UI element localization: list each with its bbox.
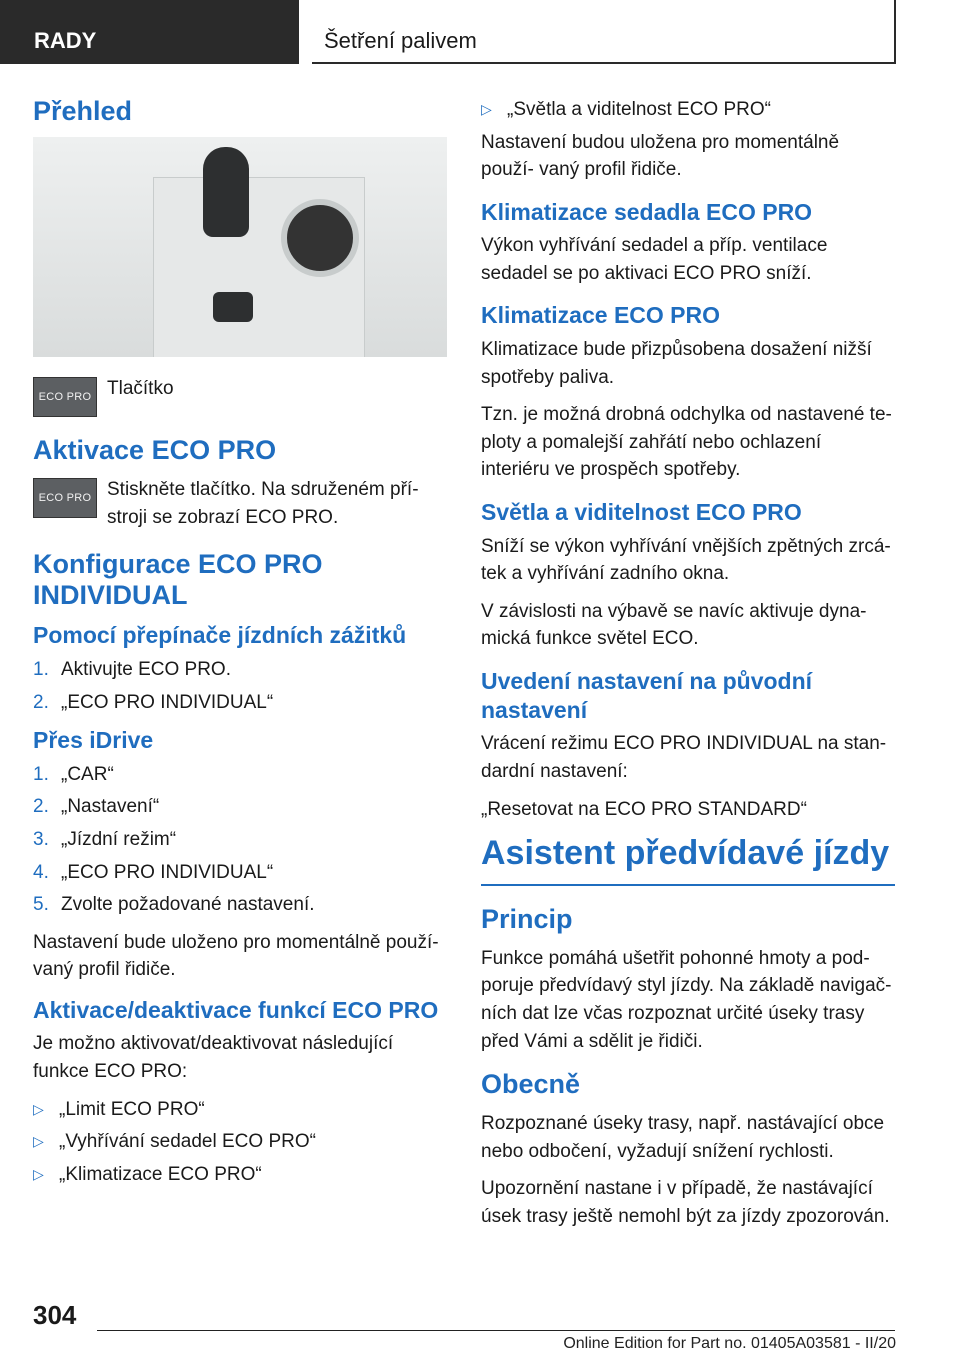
general-text-1: Rozpoznané úseky trasy, např. nastávající obce nebo odbočení, vyžadují snížení rychlosti. [481, 1113, 885, 1162]
triangle-bullet-icon: ▷ [33, 1133, 44, 1150]
triangle-bullet-icon: ▷ [481, 101, 492, 117]
clim-heading: Klimatizace ECO PRO [481, 302, 721, 329]
list-item: 1. „CAR“ [33, 763, 114, 785]
activation-text: Stiskněte tlačítko. Na sdruženém pří- stroji se zobrazí ECO PRO. [107, 479, 419, 528]
section-label: Šetření palivem [324, 28, 477, 53]
idrive-steps [33, 761, 449, 919]
list-item: 5. Zvolte požadované nastavení. [33, 894, 315, 916]
list-item: 4. „ECO PRO INDIVIDUAL“ [33, 861, 274, 883]
button-caption-row [33, 375, 449, 417]
footer-divider [97, 1330, 895, 1331]
general-text-2: Upozornění nastane i v případě, že nastávající úsek trasy ještě nemohl být za jízdy zpozorován. [481, 1178, 890, 1227]
saved-text: Nastavení bude uloženo pro momentálně použí- vaný profil řidiče. [33, 931, 439, 981]
clim-text-2: Tzn. je možná drobná odchylka od nastavené te- ploty a pomalejší zahřátí nebo ochlazení interiéru ve prospěch spotřeby. [481, 404, 892, 481]
list-item: 3. „Jízdní režim“ [33, 828, 177, 850]
triangle-bullet-icon: ▷ [33, 1165, 44, 1182]
cont-text: Nastavení budou uložena pro momentálně použí- vaný profil řidiče. [481, 131, 840, 181]
button-caption: Tlačítko [107, 378, 174, 400]
toggle-items [33, 1096, 449, 1189]
edition-footer: Online Edition for Part no. 01405A03581 - II/20 [563, 1335, 896, 1352]
general-heading: Obecně [481, 1069, 581, 1100]
continued-list [481, 96, 895, 124]
activation-heading: Aktivace ECO PRO [33, 435, 277, 466]
idrive-heading: Přes iDrive [33, 727, 154, 754]
switch-steps [33, 656, 449, 716]
toggle-heading: Aktivace/deaktivace funkcí ECO PRO [33, 996, 439, 1023]
light-text-1: Sníží se výkon vyhřívání vnějších zpětných zrcá- tek a vyhřívání zadního okna. [481, 535, 891, 585]
reset-heading: Uvedení nastavení na původní nastavení [481, 667, 813, 723]
switch-heading: Pomocí přepínače jízdních zážitků [33, 622, 407, 649]
reset-text-1: Vrácení režimu ECO PRO INDIVIDUAL na stan- dardní nastavení: [481, 733, 887, 782]
list-item: 2. „Nastavení“ [33, 796, 160, 818]
gear-selector-image [203, 147, 249, 237]
list-item: ▷ „Vyhřívání sedadel ECO PRO“ [33, 1128, 449, 1156]
light-heading: Světla a viditelnost ECO PRO [481, 498, 802, 525]
eco-pro-button-icon: ECO PRO [33, 377, 97, 417]
seat-text: Výkon vyhřívání sedadel a příp. ventilace sedadel se po aktivaci ECO PRO sníží. [481, 235, 828, 284]
princip-heading: Princip [481, 903, 573, 934]
activation-row [33, 476, 449, 531]
list-item: 1. Aktivujte ECO PRO. [33, 659, 231, 681]
overview-heading: Přehled [33, 96, 133, 126]
light-text-2: V závislosti na výbavě se navíc aktivuje dyna- mická funkce světel ECO. [481, 600, 867, 650]
parking-brake-image [213, 292, 253, 322]
assist-heading: Asistent předvídavé jízdy [481, 833, 895, 886]
list-item: ▷ „Světla a viditelnost ECO PRO“ [481, 96, 895, 124]
chapter-label: RADY [34, 28, 97, 53]
princip-text: Funkce pomáhá ušetřit pohonné hmoty a pod- poruje předvídavý styl jízdy. Na základě navigač- ních dat lze včas rozpoznat určité úseky trasy před Vámi a sdělit je řidiči. [481, 947, 892, 1052]
console-photo [33, 137, 447, 357]
eco-pro-button-icon: ECO PRO [33, 478, 97, 518]
config-heading: Konfigurace ECO PRO INDIVIDUAL [33, 549, 323, 611]
toggle-text: Je možno aktivovat/deaktivovat následující funkce ECO PRO: [33, 1033, 394, 1082]
clim-text-1: Klimatizace bude přizpůsobena dosažení nižší spotřeby paliva. [481, 339, 872, 388]
idrive-controller-image [281, 199, 359, 277]
list-item: 2. „ECO PRO INDIVIDUAL“ [33, 691, 274, 713]
page-number: 304 [33, 1300, 77, 1330]
triangle-bullet-icon: ▷ [33, 1100, 44, 1117]
reset-text-2: „Resetovat na ECO PRO STANDARD“ [481, 798, 807, 820]
chapter-tab [0, 0, 299, 64]
section-header [312, 0, 896, 64]
seat-heading: Klimatizace sedadla ECO PRO [481, 198, 813, 225]
left-column [33, 96, 449, 1198]
list-item: ▷ „Klimatizace ECO PRO“ [33, 1161, 449, 1189]
list-item: ▷ „Limit ECO PRO“ [33, 1096, 449, 1124]
right-column [481, 96, 895, 1240]
